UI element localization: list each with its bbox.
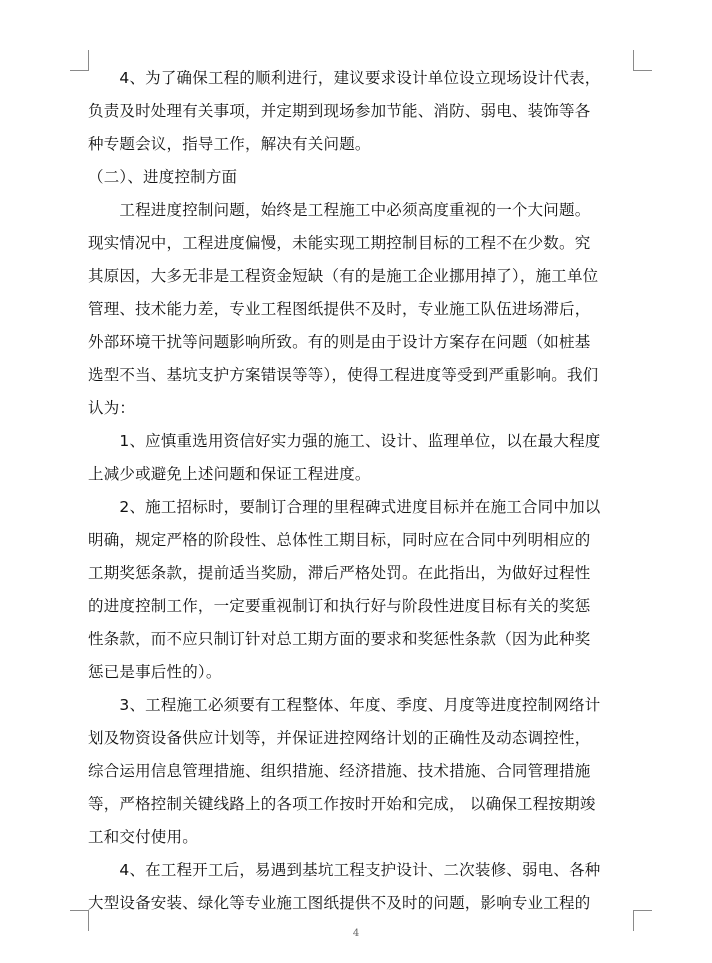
text-line: 工期奖惩条款，提前适当奖励，滞后严格处罚。在此指出，为做好过程性 [88, 564, 591, 582]
text-line: 种专题会议，指导工作，解决有关问题。 [88, 135, 371, 153]
text-line: 4、为了确保工程的顺利进行，建议要求设计单位设立现场设计代表， [88, 69, 601, 87]
text-line: 大型设备安装、绿化等专业施工图纸提供不及时的问题，影响专业工程的 [88, 894, 591, 912]
top-left-margin-mark [70, 50, 89, 71]
text-line: 等，严格控制关键线路上的各项工作按时开始和完成， 以确保工程按期竣 [88, 795, 596, 813]
text-line: 1、应慎重选用资信好实力强的施工、设计、监理单位，以在最大程度 [88, 432, 601, 450]
text-line: 现实情况中，工程进度偏慢，未能实现工期控制目标的工程不在少数。究 [88, 234, 591, 252]
section-heading: （二）、进度控制方面 [88, 168, 238, 186]
text-line: 的进度控制工作，一定要重视制订和执行好与阶段性进度目标有关的奖惩 [88, 597, 591, 615]
text-line: 外部环境干扰等问题影响所致。有的则是由于设计方案存在问题（如桩基 [88, 333, 591, 351]
text-line: 认为： [88, 399, 136, 417]
text-line: 管理、技术能力差，专业工程图纸提供不及时，专业施工队伍进场滞后， [88, 300, 591, 318]
text-line: 上减少或避免上述问题和保证工程进度。 [88, 465, 371, 483]
text-line: 2、施工招标时，要制订合理的里程碑式进度目标并在施工合同中加以 [88, 498, 601, 516]
text-line: 负责及时处理有关事项，并定期到现场参加节能、消防、弱电、装饰等各 [88, 102, 591, 120]
text-line: 工程进度控制问题，始终是工程施工中必须高度重视的一个大问题。 [88, 201, 591, 219]
text-line: 3、工程施工必须要有工程整体、年度、季度、月度等进度控制网络计 [88, 696, 601, 714]
text-line: 工和交付使用。 [88, 828, 198, 846]
text-line: 4、在工程开工后，易遇到基坑工程支护设计、二次装修、弱电、各种 [88, 861, 601, 879]
text-line: 惩已是事后性的）。 [88, 663, 222, 681]
text-line: 明确，规定严格的阶段性、总体性工期目标，同时应在合同中列明相应的 [88, 531, 591, 549]
text-line: 选型不当、基坑支护方案错误等等），使得工程进度等受到严重影响。我们 [88, 366, 599, 384]
text-line: 综合运用信息管理措施、组织措施、经济措施、技术措施、合同管理措施 [88, 762, 591, 780]
top-right-margin-mark [633, 50, 652, 71]
text-line: 性条款，而不应只制订针对总工期方面的要求和奖惩性条款（因为此种奖 [88, 630, 591, 648]
text-line: 其原因，大多无非是工程资金短缺（有的是施工企业挪用掉了），施工单位 [88, 267, 599, 285]
page-number: 4 [352, 928, 360, 939]
text-line: 划及物资设备供应计划等，并保证进控网络计划的正确性及动态调控性， [88, 729, 591, 747]
